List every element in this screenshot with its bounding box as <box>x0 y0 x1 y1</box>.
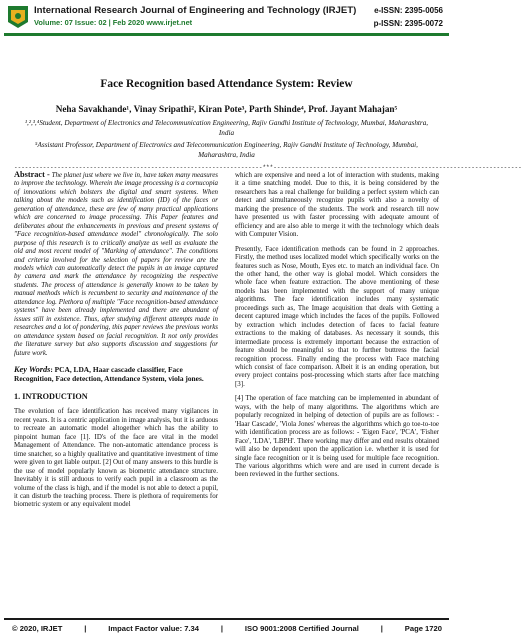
paper-title: Face Recognition based Attendance System: Review <box>100 78 353 90</box>
page-footer <box>12 624 442 633</box>
footer-separator: | <box>84 624 87 633</box>
right-column <box>235 171 439 485</box>
footer-copyright: © 2020, IRJET <box>12 624 63 633</box>
affiliation-students: ¹,²,³,⁴Student, Department of Electronics and Telecommunication Engineering, Rajiv Gandhi Institute of Technology, Mumbai, Maharashtra, India <box>24 119 429 137</box>
abstract-text: The planet just where we live in, have taken many measures to improve the technology. Wherein the image processing is a cornucopia of innovations which bolsters the digital and smart systems. When talking about the models such as identification (ID) of the faces or generation of attendance, these are few of many practical applications which are concerned to image processing. This Paper features and deliberates about the enhancements in previous and present systems of "Face recognition-based attendance model" chronologically. The solo purpose of this research is to critically analyze as well as evaluate the old and most recent model of "Marking of attendance". The conditions and criteria involved for the selection of papers for review are the models which can automatically detect the pupils in an image captured by camera and mark the attendance by recognizing the respective students. The process of attendance is generally known to be taken by manual methods which is recumbent to security and maintenance of the attendance log. Plethora of multiple "Face recognition-based attendance systems" have been already implemented and there are abundant of issues still in existence. Thus, after studying different attempts made in researches and a lot of pondering, this paper reviews the previous works on attendance system based on facial recognition. It not only provides the literature survey but also supports discussion and suggestions for future work. <box>14 171 218 357</box>
intro-paragraph-2: which are expensive and need a lot of interaction with students, making it a time snatching model. Due to this, it is being considered by the researchers has a real challenge for building a perfect system which can detect and simultaneously recognize pupils with also a novelty of marking the presence of the students. The work and research till now have presented us with faster processing with adequate amount of efficiency and are also able to merge it with the technology which deals with Computer Vision. <box>235 171 439 239</box>
pissn-label: p-ISSN: 2395-0072 <box>373 19 443 28</box>
intro-paragraph-3: Presently, Face identification methods can be found in 2 approaches. Firstly, the method uses localized model which specifically works on the features such as Nose, Mouth, Eyes etc. to match an individual face. On the other hand, the other way is global model. Which considers the whole face when feature extraction. The above mentioning of these models has been implemented with the support of many unique algorithms. The face identification includes many systematic proceedings such as, The Image acquisition that deals with Getting a decent captured image which includes the faces of the pupils. Followed by extraction which includes detection of faces to facial feature extractions to the making of databases. As necessary it sounds, this intermediate process is extremely important because the extraction of feature should be meaningful so that to further buttress the facial recognition process. Finally ending the process with Face matching which consist of face comparison. Albeit it is an ending operation, but every project contains post-processing which starts after face matching [3]. <box>235 244 439 388</box>
affiliation-professor: ⁵Assistant Professor, Department of Electronics and Telecommunication Engineering, Rajiv Gandhi Institute of Technology, Mumbai, Maharashtra, India <box>35 141 418 159</box>
footer-rule <box>4 618 449 620</box>
keywords <box>14 365 218 383</box>
left-column <box>14 171 218 515</box>
footer-separator: | <box>220 624 224 633</box>
keywords-text: : PCA, LDA, Haar cascade classifier, Face Recognition, Face detection, Attendance System, viola jones. <box>14 364 204 383</box>
introduction-heading: 1. INTRODUCTION <box>14 391 88 401</box>
abstract <box>14 171 218 357</box>
footer-impact-factor: Impact Factor value: 7.34 <box>108 624 199 633</box>
footer-separator: | <box>380 624 383 633</box>
header-rule <box>4 33 449 36</box>
footer-iso: ISO 9001:2008 Certified Journal <box>244 624 359 633</box>
author-list: Neha Savakhande¹, Vinay Sripathi², Kiran Pote³, Parth Shinde⁴, Prof. Jayant Mahajan⁵ <box>55 104 398 114</box>
keywords-label: Key Words <box>14 364 51 374</box>
journal-volume-line: Volume: 07 Issue: 02 | Feb 2020 www.irjet.net <box>34 18 193 27</box>
journal-title: International Research Journal of Engineering and Technology (IRJET) <box>34 5 357 16</box>
journal-header <box>0 0 453 36</box>
irjet-logo-icon <box>6 4 30 30</box>
abstract-label: Abstract - <box>14 170 50 179</box>
eissn-label: e-ISSN: 2395-0056 <box>374 6 443 15</box>
section-divider: ---------------------------------------------------------------------***--------------------------------------------------------------------- <box>14 164 522 171</box>
intro-paragraph-1: The evolution of face identification has received many vigilances in recent years. It is a centric application in image analysis, but it is arduous to recreate an automatic model altogether which has the ability to pinpoint human face [1]. ID's of the face are vital in the model Management of Attendance. The non-automatic attendance process is time snatcher, so a highly qualitative and quantitative investment of time were given to get liable output. [2] Out of many answers to this hurdle is the use of model popularly known as biometric attendance structure. Inevitably it is still arduous to verify each pupil in a classroom as the volume of the class is high, and if the model is not able to detect a pupil, it can disturb the teaching process. There is plethora of requirements for biometric system or any equivalent model <box>14 407 218 509</box>
footer-page-number: Page 1720 <box>404 624 442 633</box>
intro-paragraph-4: [4] The operation of face matching can be implemented in abundant of ways, with the help of many algorithms. The algorithms which are popularly recognized in helping of detection of pupils are as follows: - 'Haar Cascade', 'Viola Jones' whereas the algorithms which go toe-to-toe with identification process are as follows: - 'Eigen Face', 'PCA', 'Fisher Face', 'LDA', 'LBPH'. There working may differ and end results obtained will also be dependent upon the application i.e. whether it is used for single face recognition or it is being used for multiple face recognition. The various algorithms which were and are used in current decade is been reviewed in the further sections. <box>235 394 439 479</box>
